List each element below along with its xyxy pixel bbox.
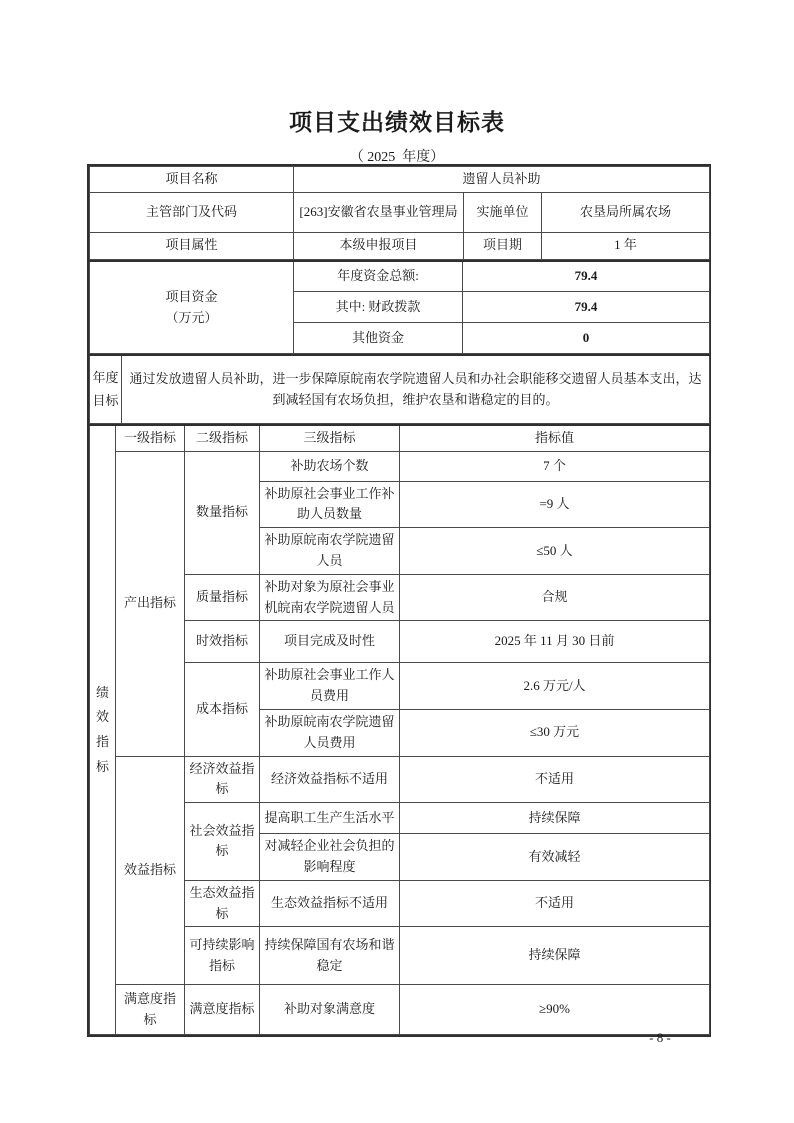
indicators-table [89,424,710,1036]
header-level1: 一级指标 [116,425,185,451]
indicator-name: 持续保障国有农场和谐稳定 [260,927,400,985]
funding-label [90,261,294,354]
header-value: 指标值 [400,425,710,451]
attr-label: 项目属性 [90,232,294,259]
indicator-name: 补助农场个数 [260,451,400,481]
table-row [90,232,710,259]
indicator-name: 补助原皖南农学院遗留人员费用 [260,709,400,756]
level2-timeliness: 时效指标 [185,621,260,663]
page-subtitle: （ 2025 年度） [349,150,445,165]
header-level3: 三级指标 [260,425,400,451]
indicator-name: 补助原社会事业工作补助人员数量 [260,481,400,528]
indicator-name: 补助对象为原社会事业机皖南农学院遗留人员 [260,574,400,621]
level2-cost: 成本指标 [185,663,260,756]
indicator-name: 项目完成及时性 [260,621,400,663]
indicator-value: 有效减轻 [400,834,710,881]
attr-value: 本级申报项目 [294,232,464,259]
level2-social: 社会效益指标 [185,803,260,881]
indicator-name: 补助原皖南农学院遗留人员 [260,528,400,575]
impl-unit-label: 实施单位 [464,192,542,232]
dept-label: 主管部门及代码 [90,192,294,232]
table-row [90,261,710,292]
level2-satisfaction: 满意度指标 [185,985,260,1035]
funding-total-value: 79.4 [463,261,710,292]
level2-quantity: 数量指标 [185,451,260,574]
indicator-value: 2025 年 11 月 30 日前 [400,621,710,663]
level1-satisfaction: 满意度指标 [116,985,185,1035]
funding-total-label: 年度资金总额: [294,261,463,292]
table-row [90,192,710,232]
table-row [90,167,710,193]
funding-fiscal-label: 其中: 财政拨款 [294,292,463,323]
indicator-row [90,985,710,1035]
indicator-value: =9 人 [400,481,710,528]
page-title: 项目支出绩效目标表 [289,109,505,135]
header-level2: 二级指标 [185,425,260,451]
indicator-name: 对减轻企业社会负担的影响程度 [260,834,400,881]
funding-other-value: 0 [463,323,710,354]
indicator-value: 合规 [400,574,710,621]
funding-fiscal-value: 79.4 [463,292,710,323]
annual-goal-table [89,354,710,424]
indicator-value: ≤50 人 [400,528,710,575]
funding-label-line1: 项目资金 [165,288,218,304]
annual-goal-label: 年度目标 [90,355,122,423]
impl-unit-value: 农垦局所属农场 [542,192,710,232]
dept-value: [263]安徽省农垦事业管理局 [294,192,464,232]
funding-table [89,260,710,355]
level1-benefit: 效益指标 [116,756,185,985]
indicator-name: 补助对象满意度 [260,985,400,1035]
indicator-value: 持续保障 [400,803,710,834]
indicator-row [90,451,710,481]
level2-sustainability: 可持续影响指标 [185,927,260,985]
level2-ecological: 生态效益指标 [185,880,260,927]
table-row [90,355,710,423]
project-name-value: 遗留人员补助 [294,167,710,193]
indicator-value: 不适用 [400,756,710,803]
indicator-row [90,756,710,803]
indicator-value: 持续保障 [400,927,710,985]
indicator-name: 生态效益指标不适用 [260,880,400,927]
indicator-name: 补助原社会事业工作人员费用 [260,663,400,710]
level2-economic: 经济效益指标 [185,756,260,803]
indicators-side-label: 绩效指标 [90,425,116,1035]
indicator-value: ≤30 万元 [400,709,710,756]
project-name-label: 项目名称 [90,167,294,193]
performance-target-table [87,164,711,1037]
indicator-name: 经济效益指标不适用 [260,756,400,803]
project-info-table [89,166,710,260]
indicator-value: ≥90% [400,985,710,1035]
annual-goal-text: 通过发放遗留人员补助，进一步保障原皖南农学院遗留人员和办社会职能移交遗留人员基本支出，达到减轻国有农场负担，维护农垦和谐稳定的目的。 [122,355,710,423]
level1-output: 产出指标 [116,451,185,756]
indicator-name: 提高职工生产生活水平 [260,803,400,834]
indicator-value: 2.6 万元/人 [400,663,710,710]
level2-quality: 质量指标 [185,574,260,621]
indicator-header-row [90,425,710,451]
indicator-value: 不适用 [400,880,710,927]
funding-other-label: 其他资金 [294,323,463,354]
period-value: 1 年 [542,232,710,259]
funding-label-line2: （万元） [165,309,218,325]
period-label: 项目期 [464,232,542,259]
page-number: - 8 - [649,1030,671,1045]
indicator-value: 7 个 [400,451,710,481]
